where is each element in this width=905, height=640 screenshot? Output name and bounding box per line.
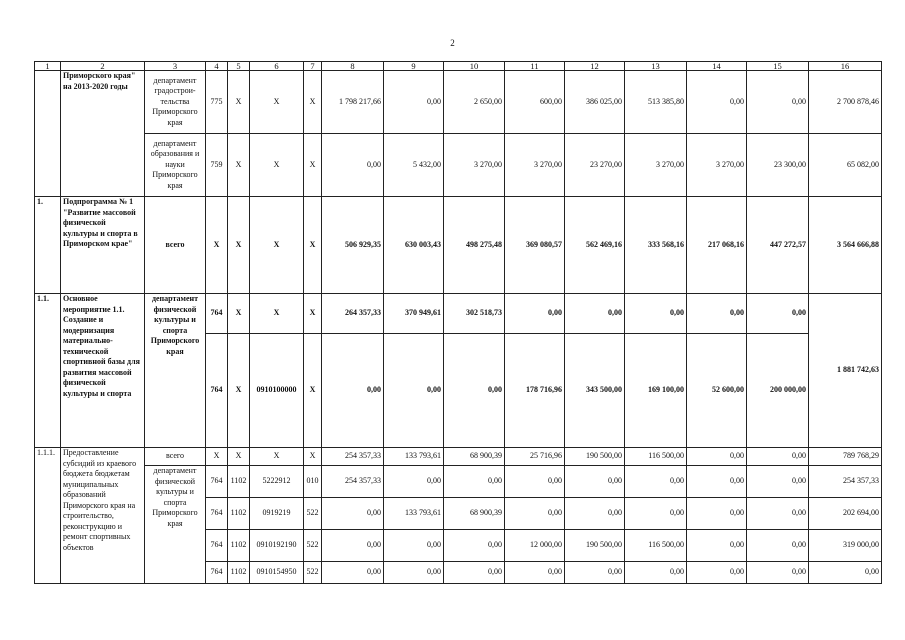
rz-cell: X [228, 71, 250, 134]
header-cell: 12 [565, 62, 625, 71]
value-cell: 0,00 [687, 562, 747, 584]
value-cell: 0,00 [444, 530, 505, 562]
value-cell: 178 716,96 [505, 334, 565, 448]
value-cell: 0,00 [747, 562, 809, 584]
value-cell: 3 270,00 [444, 134, 505, 197]
value-cell: 0,00 [747, 466, 809, 498]
header-cell: 13 [625, 62, 687, 71]
value-cell: 0,00 [384, 562, 444, 584]
table-row [35, 448, 882, 466]
rz-cell: 1102 [228, 530, 250, 562]
grbs-cell: 775 [206, 71, 228, 134]
value-cell: 3 270,00 [505, 134, 565, 197]
grbs-cell: 764 [206, 562, 228, 584]
value-cell: 264 357,33 [322, 294, 384, 334]
value-cell: 370 949,61 [384, 294, 444, 334]
program-name-cell: Подпрограмма № 1 "Развитие массовой физической культуры и спорта в Приморском крае" [61, 197, 145, 294]
rz-cell: X [228, 448, 250, 466]
value-cell: 52 600,00 [687, 334, 747, 448]
value-cell: 0,00 [687, 498, 747, 530]
value-cell: 23 300,00 [747, 134, 809, 197]
total-cell: 2 700 878,46 [809, 71, 882, 134]
value-cell: 116 500,00 [625, 530, 687, 562]
value-cell: 133 793,61 [384, 448, 444, 466]
value-cell: 369 080,57 [505, 197, 565, 294]
value-cell: 217 068,16 [687, 197, 747, 294]
rz-cell: X [228, 197, 250, 294]
value-cell: 116 500,00 [625, 448, 687, 466]
value-cell: 0,00 [625, 466, 687, 498]
value-cell: 23 270,00 [565, 134, 625, 197]
value-cell: 0,00 [565, 562, 625, 584]
csr-cell: X [250, 134, 304, 197]
csr-cell: 5222912 [250, 466, 304, 498]
value-cell: 0,00 [687, 448, 747, 466]
total-cell: 202 694,00 [809, 498, 882, 530]
value-cell: 0,00 [565, 294, 625, 334]
value-cell: 0,00 [384, 334, 444, 448]
header-cell: 11 [505, 62, 565, 71]
header-cell: 2 [61, 62, 145, 71]
rz-cell: X [228, 134, 250, 197]
value-cell: 0,00 [322, 134, 384, 197]
vr-cell: X [304, 294, 322, 334]
value-cell: 0,00 [747, 294, 809, 334]
value-cell: 0,00 [384, 466, 444, 498]
vr-cell: X [304, 134, 322, 197]
vr-cell: X [304, 71, 322, 134]
value-cell: 0,00 [444, 334, 505, 448]
value-cell: 133 793,61 [384, 498, 444, 530]
value-cell: 0,00 [505, 466, 565, 498]
program-name-cell: Приморского края" на 2013-2020 годы [61, 71, 145, 197]
value-cell: 25 716,96 [505, 448, 565, 466]
header-cell: 5 [228, 62, 250, 71]
header-cell: 3 [145, 62, 206, 71]
csr-cell: 0910100000 [250, 334, 304, 448]
value-cell: 3 270,00 [625, 134, 687, 197]
header-cell: 6 [250, 62, 304, 71]
value-cell: 68 900,39 [444, 498, 505, 530]
header-cell: 10 [444, 62, 505, 71]
value-cell: 302 518,73 [444, 294, 505, 334]
row-number-cell: 1. [35, 197, 61, 294]
csr-cell: 0919219 [250, 498, 304, 530]
header-cell: 9 [384, 62, 444, 71]
table-row [35, 294, 882, 334]
value-cell: 0,00 [505, 294, 565, 334]
value-cell: 0,00 [505, 562, 565, 584]
csr-cell: X [250, 294, 304, 334]
value-cell: 0,00 [687, 466, 747, 498]
total-cell: 65 082,00 [809, 134, 882, 197]
vr-cell: 522 [304, 530, 322, 562]
header-cell: 1 [35, 62, 61, 71]
value-cell: 0,00 [384, 71, 444, 134]
budget-table [34, 61, 882, 584]
grbs-cell: X [206, 197, 228, 294]
row-number-cell [35, 71, 61, 197]
value-cell: 0,00 [747, 498, 809, 530]
rz-cell: 1102 [228, 562, 250, 584]
vr-cell: X [304, 197, 322, 294]
value-cell: 0,00 [444, 466, 505, 498]
value-cell: 0,00 [565, 498, 625, 530]
table-row [35, 134, 882, 197]
grbs-cell: 759 [206, 134, 228, 197]
value-cell: 0,00 [747, 448, 809, 466]
header-cell: 15 [747, 62, 809, 71]
header-cell: 16 [809, 62, 882, 71]
table-row [35, 71, 882, 134]
rz-cell: 1102 [228, 466, 250, 498]
executor-cell: департамент физической культуры и спорта Приморского края [145, 294, 206, 448]
value-cell: 0,00 [322, 530, 384, 562]
value-cell: 0,00 [565, 466, 625, 498]
value-cell: 169 100,00 [625, 334, 687, 448]
value-cell: 562 469,16 [565, 197, 625, 294]
executor-cell: департамент образования и науки Приморского края [145, 134, 206, 197]
grbs-cell: 764 [206, 530, 228, 562]
grbs-cell: 764 [206, 466, 228, 498]
value-cell: 0,00 [505, 498, 565, 530]
rz-cell: X [228, 294, 250, 334]
executor-cell: всего [145, 448, 206, 466]
table-row [35, 197, 882, 294]
value-cell: 0,00 [625, 562, 687, 584]
value-cell: 0,00 [747, 530, 809, 562]
value-cell: 0,00 [687, 530, 747, 562]
header-cell: 4 [206, 62, 228, 71]
value-cell: 254 357,33 [322, 448, 384, 466]
value-cell: 0,00 [687, 294, 747, 334]
value-cell: 506 929,35 [322, 197, 384, 294]
value-cell: 0,00 [322, 334, 384, 448]
vr-cell: 010 [304, 466, 322, 498]
value-cell: 12 000,00 [505, 530, 565, 562]
csr-cell: X [250, 448, 304, 466]
header-row [35, 62, 882, 71]
value-cell: 0,00 [384, 530, 444, 562]
executor-cell: департамент градострои-тельства Приморского края [145, 71, 206, 134]
total-cell: 254 357,33 [809, 466, 882, 498]
csr-cell: X [250, 71, 304, 134]
page-number: 2 [450, 38, 455, 48]
vr-cell: 522 [304, 498, 322, 530]
value-cell: 190 500,00 [565, 448, 625, 466]
rz-cell: X [228, 334, 250, 448]
value-cell: 630 003,43 [384, 197, 444, 294]
value-cell: 386 025,00 [565, 71, 625, 134]
value-cell: 0,00 [747, 71, 809, 134]
total-cell: 3 564 666,88 [809, 197, 882, 294]
value-cell: 0,00 [625, 294, 687, 334]
value-cell: 0,00 [625, 498, 687, 530]
value-cell: 3 270,00 [687, 134, 747, 197]
table-row [35, 466, 882, 498]
total-cell: 0,00 [809, 562, 882, 584]
total-cell: 319 000,00 [809, 530, 882, 562]
program-name-cell: Основное мероприятие 1.1. Создание и модернизация материально-технической спортивной базы для развития массовой физической культуры и спорта [61, 294, 145, 448]
header-cell: 8 [322, 62, 384, 71]
row-number-cell: 1.1. [35, 294, 61, 448]
header-cell: 7 [304, 62, 322, 71]
grbs-cell: 764 [206, 498, 228, 530]
value-cell: 0,00 [687, 71, 747, 134]
csr-cell: 0910154950 [250, 562, 304, 584]
csr-cell: X [250, 197, 304, 294]
value-cell: 5 432,00 [384, 134, 444, 197]
vr-cell: X [304, 334, 322, 448]
rz-cell: 1102 [228, 498, 250, 530]
total-cell: 789 768,29 [809, 448, 882, 466]
value-cell: 333 568,16 [625, 197, 687, 294]
executor-cell: всего [145, 197, 206, 294]
value-cell: 513 385,80 [625, 71, 687, 134]
value-cell: 600,00 [505, 71, 565, 134]
value-cell: 447 272,57 [747, 197, 809, 294]
vr-cell: X [304, 448, 322, 466]
total-cell: 1 881 742,63 [809, 294, 882, 448]
grbs-cell: 764 [206, 294, 228, 334]
grbs-cell: 764 [206, 334, 228, 448]
value-cell: 254 357,33 [322, 466, 384, 498]
header-cell: 14 [687, 62, 747, 71]
csr-cell: 0910192190 [250, 530, 304, 562]
value-cell: 1 798 217,66 [322, 71, 384, 134]
value-cell: 0,00 [322, 562, 384, 584]
program-name-cell: Предоставление субсидий из краевого бюджета бюджетам муниципальных образований Приморского края на строительство, реконструкцию и ремонт спортивных объектов [61, 448, 145, 584]
row-number-cell: 1.1.1. [35, 448, 61, 584]
grbs-cell: X [206, 448, 228, 466]
executor-cell: департамент физической культуры и спорта Приморского края [145, 466, 206, 584]
vr-cell: 522 [304, 562, 322, 584]
value-cell: 68 900,39 [444, 448, 505, 466]
value-cell: 2 650,00 [444, 71, 505, 134]
value-cell: 0,00 [444, 562, 505, 584]
value-cell: 200 000,00 [747, 334, 809, 448]
value-cell: 190 500,00 [565, 530, 625, 562]
value-cell: 0,00 [322, 498, 384, 530]
value-cell: 498 275,48 [444, 197, 505, 294]
value-cell: 343 500,00 [565, 334, 625, 448]
